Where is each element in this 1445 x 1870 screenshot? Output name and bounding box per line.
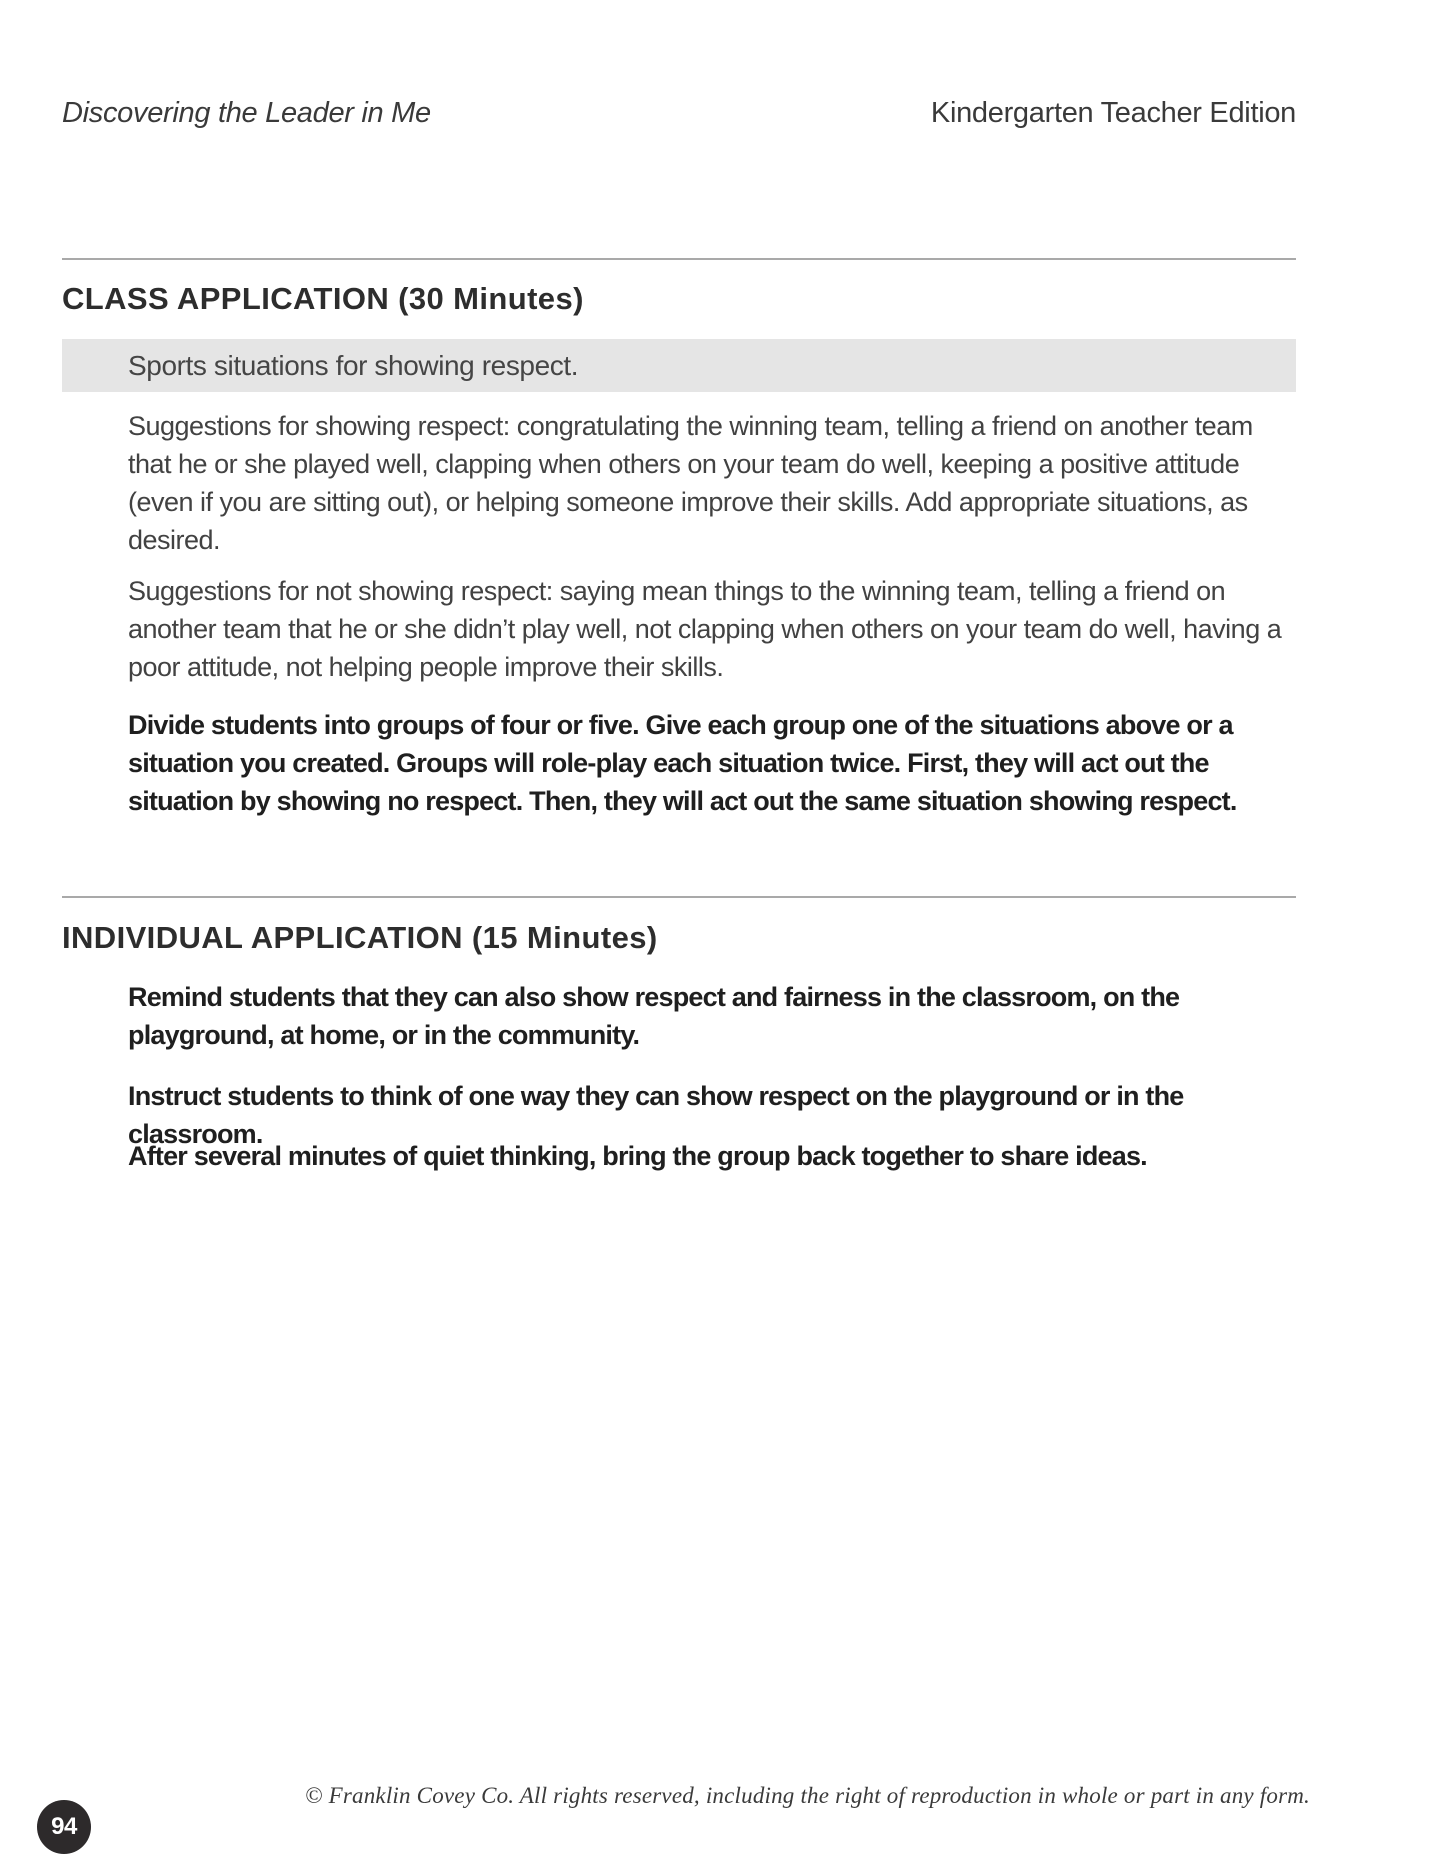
- book-title: Discovering the Leader in Me: [62, 97, 431, 129]
- running-head: [62, 97, 1296, 130]
- paragraph-instruct-students: Instruct students to think of one way they can show respect on the playground or in the classroom.: [128, 1081, 1184, 1149]
- paragraph-not-showing-respect: Suggestions for not showing respect: saying mean things to the winning team, telling a friend on another team that he or she didn’t play well, not clapping when others on your team do well, having a poor attitude, not helping people improve their skills.: [128, 576, 1282, 682]
- paragraph-after-thinking: After several minutes of quiet thinking, bring the group back together to share ideas.: [128, 1141, 1147, 1171]
- footer-copyright: © Franklin Covey Co. All rights reserved, including the right of reproduction in whole or part in any form.: [304, 1783, 1310, 1808]
- highlight-box: [62, 339, 1296, 392]
- paragraph-showing-respect: Suggestions for showing respect: congratulating the winning team, telling a friend on another team that he or she played well, clapping when others on your team do well, keeping a positive attitude (even if you are sitting out), or helping someone improve their skills. Add appropriate situations, as desired.: [128, 411, 1253, 555]
- individual-application-heading: INDIVIDUAL APPLICATION (15 Minutes): [62, 920, 658, 955]
- section-divider: [62, 258, 1296, 260]
- paragraph-divide-students: Divide students into groups of four or five. Give each group one of the situations above or a situation you created. Groups will role-play each situation twice. First, they will act out the situation by showing no respect. Then, they will act out the same situation showing respect.: [128, 710, 1237, 816]
- page-number-badge: [37, 1800, 91, 1854]
- edition-title: Kindergarten Teacher Edition: [930, 97, 1296, 129]
- class-application-heading: CLASS APPLICATION (30 Minutes): [62, 281, 584, 316]
- page-number: 94: [51, 1813, 77, 1840]
- paragraph-remind-students: Remind students that they can also show respect and fairness in the classroom, on the playground, at home, or in the community.: [128, 982, 1180, 1050]
- section-divider: [62, 896, 1296, 898]
- highlight-text: Sports situations for showing respect.: [128, 349, 579, 381]
